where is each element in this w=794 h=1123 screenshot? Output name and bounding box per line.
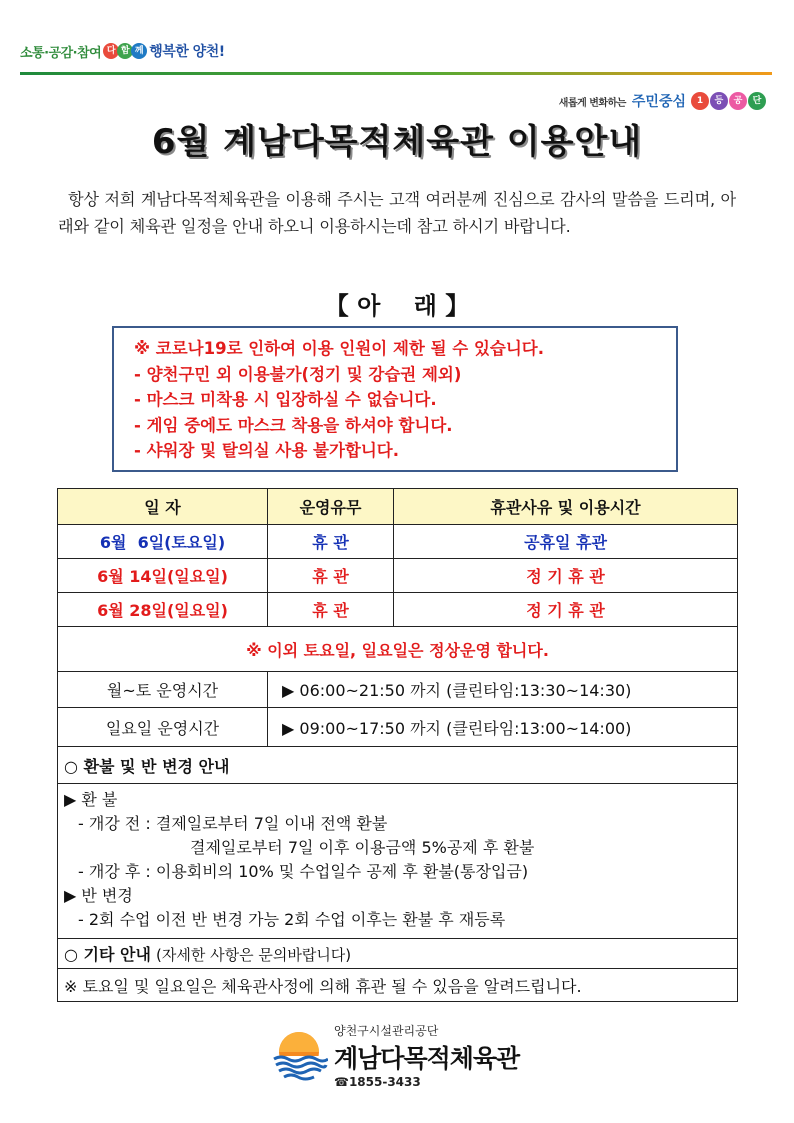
table-row: [58, 525, 738, 559]
header-status: 운영유무: [268, 489, 394, 525]
slogan: [20, 38, 225, 64]
etc-section: [58, 939, 738, 969]
tagline-badges: [690, 92, 766, 110]
row-date: 6월 14일(일요일): [58, 559, 268, 593]
footer-name: 계남다목적체육관: [334, 1043, 520, 1073]
slogan-badge: 함: [117, 43, 133, 59]
notice-line: - 샤워장 및 탈의실 사용 불가합니다.: [134, 441, 399, 460]
hours-label: 월~토 운영시간: [58, 672, 268, 708]
covid-notice-box: [112, 326, 678, 472]
refund-line: - 개강 후 : 이용회비의 10% 및 수업일수 공제 후 환불(통장입금): [78, 862, 529, 881]
slogan-tail: 행복한 양천!: [149, 44, 225, 60]
refund-line: 결제일로부터 7일 이후 이용금액 5%공제 후 환불: [190, 838, 535, 857]
etc-title: ○ 기타 안내: [64, 945, 151, 964]
footer-tel: ☎1855-3433: [334, 1074, 421, 1089]
row-status: 휴 관: [268, 559, 394, 593]
notice-line: - 게임 중에도 마스크 착용을 하셔야 합니다.: [134, 415, 453, 435]
facility-logo-icon: [270, 1026, 328, 1084]
hours-row: [58, 708, 738, 747]
header-reason: 휴관사유 및 이용시간: [394, 489, 738, 525]
slogan-badges: [105, 43, 147, 59]
intro-text: 항상 저희 계남다목적체육관을 이용해 주시는 고객 여러분께 진심으로 감사의 말씀을 드리며, 아래와 같이 체육관 일정을 안내 하오니 이용하시는데 참고 하시기 바랍니다.: [58, 190, 736, 236]
slogan-badge: 께: [131, 43, 147, 59]
hours-value: ▶ 06:00~21:50 까지 (클린타임:13:30~14:30): [268, 672, 738, 708]
hours-label: 일요일 운영시간: [58, 708, 268, 747]
schedule-table: [57, 488, 738, 1002]
row-reason: 정 기 휴 관: [394, 593, 738, 627]
tagline-badge: 1: [691, 92, 709, 110]
etc-text: ※ 토요일 및 일요일은 체육관사정에 의해 휴관 될 수 있음을 알려드립니다.: [58, 969, 738, 1002]
refund-details: [58, 784, 738, 939]
table-row: [58, 559, 738, 593]
section-heading: 【 아 래 】: [324, 292, 470, 320]
row-date: 6월 28일(일요일): [58, 593, 268, 627]
tagline-badge: 단: [748, 92, 766, 110]
refund-line: - 2회 수업 이전 반 변경 가능 2회 수업 이후는 환불 후 재등록: [78, 910, 506, 929]
slogan-text: 소통·공감·참여: [20, 45, 102, 61]
tagline-badge: 공: [729, 92, 747, 110]
row-date: 6월 6일(토요일): [58, 525, 268, 559]
row-status: 휴 관: [268, 593, 394, 627]
intro-paragraph: [58, 186, 736, 240]
tagline-badge: 등: [710, 92, 728, 110]
hours-row: [58, 672, 738, 708]
footer: [270, 1020, 519, 1090]
refund-line: - 개강 전 : 결제일로부터 7일 이내 전액 환불: [78, 814, 388, 833]
header-divider: [20, 72, 772, 75]
tagline-prefix: 새롭게 변화하는: [558, 97, 626, 109]
notice-line: - 양천구민 외 이용불가(정기 및 강습권 제외): [134, 364, 462, 384]
tagline-main: 주민중심: [631, 94, 686, 110]
etc-note: (자세한 사항은 문의바랍니다): [156, 946, 352, 964]
refund-line: ▶ 반 변경: [64, 886, 133, 905]
row-reason: 공휴일 휴관: [394, 525, 738, 559]
row-status: 휴 관: [268, 525, 394, 559]
notice-line: ※ 코로나19로 인하여 이용 인원이 제한 될 수 있습니다.: [134, 339, 545, 358]
table-header-row: [58, 489, 738, 525]
tagline: [559, 90, 766, 112]
normal-operation-note: ※ 이외 토요일, 일요일은 정상운영 합니다.: [58, 627, 738, 672]
header-date: 일 자: [58, 489, 268, 525]
hours-value: ▶ 09:00~17:50 까지 (클린타임:13:00~14:00): [268, 708, 738, 747]
footer-org: 양천구시설관리공단: [334, 1023, 439, 1038]
row-reason: 정 기 휴 관: [394, 559, 738, 593]
slogan-badge: 다: [103, 43, 119, 59]
page-title: 6월 계남다목적체육관 이용안내: [151, 122, 643, 162]
notice-line: - 마스크 미착용 시 입장하실 수 없습니다.: [134, 390, 437, 409]
table-row: [58, 593, 738, 627]
refund-section-title: ○ 환불 및 반 변경 안내: [58, 747, 738, 784]
refund-line: ▶ 환 불: [64, 790, 118, 809]
